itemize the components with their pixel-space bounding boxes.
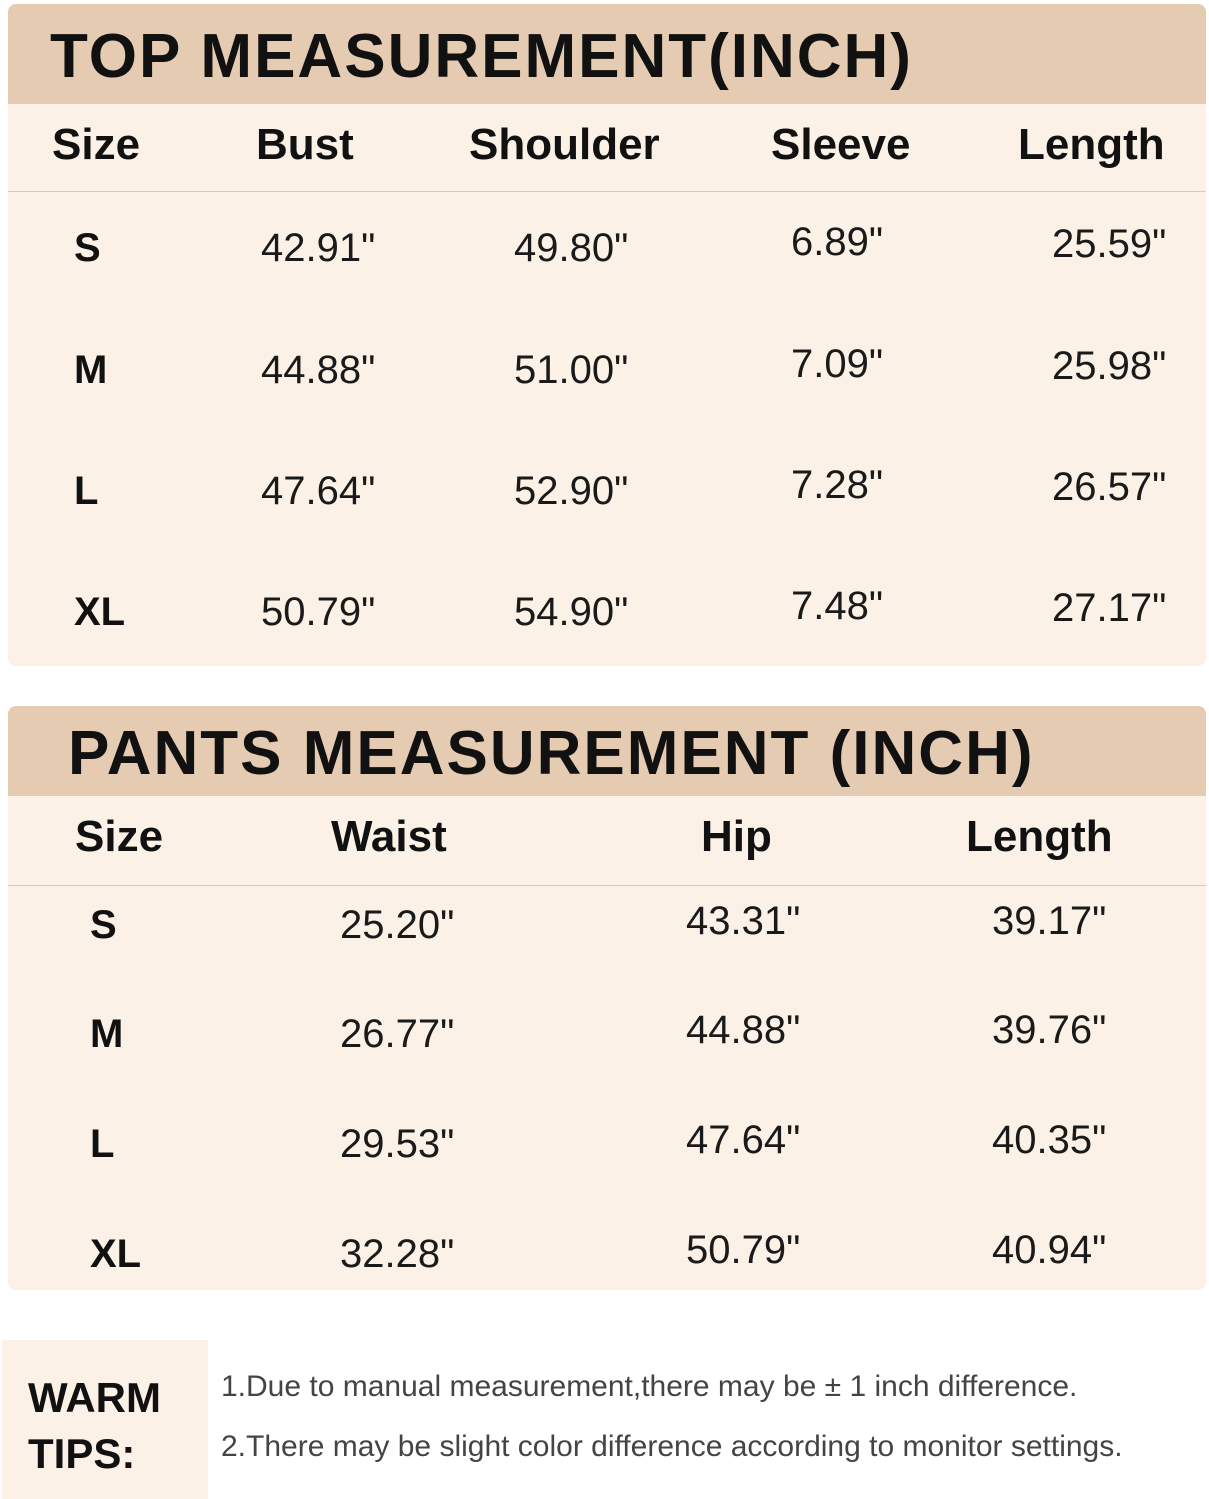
- warm-tips-label-line2: TIPS:: [28, 1430, 136, 1477]
- length-cell: 25.59": [1052, 222, 1167, 266]
- shoulder-cell: 54.90": [514, 590, 629, 634]
- waist-cell: 25.20": [340, 903, 455, 947]
- shoulder-cell: 49.80": [514, 226, 629, 270]
- table-row: [8, 220, 1206, 286]
- pants-table-header-row: [8, 796, 1206, 886]
- top-table-title: TOP MEASUREMENT(INCH): [8, 4, 1206, 104]
- hip-cell: 47.64": [686, 1118, 801, 1162]
- size-cell: L: [74, 469, 99, 513]
- sleeve-cell: 7.28": [791, 463, 884, 507]
- bust-cell: 42.91": [261, 226, 376, 270]
- shoulder-cell: 51.00": [514, 348, 629, 392]
- size-cell: XL: [74, 590, 126, 634]
- bust-cell: 44.88": [261, 348, 376, 392]
- length-cell: 25.98": [1052, 344, 1167, 388]
- length-cell: 39.17": [992, 899, 1107, 943]
- header-hip: Hip: [701, 812, 772, 861]
- sleeve-cell: 6.89": [791, 220, 884, 264]
- warm-tips-label-line1: WARM: [28, 1374, 161, 1421]
- warm-tips-label: [28, 1370, 198, 1482]
- header-length: Length: [966, 812, 1113, 861]
- tip-2: 2.There may be slight color difference according to monitor settings.: [221, 1430, 1123, 1463]
- table-row: [8, 342, 1206, 408]
- table-row: [8, 1228, 1206, 1290]
- hip-cell: 44.88": [686, 1008, 801, 1052]
- bust-cell: 47.64": [261, 469, 376, 513]
- size-cell: M: [74, 348, 108, 392]
- length-cell: 26.57": [1052, 465, 1167, 509]
- table-row: [8, 584, 1206, 650]
- pants-measurement-table: [8, 706, 1206, 1290]
- top-measurement-table: [8, 4, 1206, 666]
- top-table-header-row: [8, 104, 1206, 192]
- header-waist: Waist: [331, 812, 447, 861]
- length-cell: 27.17": [1052, 586, 1167, 630]
- length-cell: 39.76": [992, 1008, 1107, 1052]
- warm-tips-label-box: [2, 1340, 208, 1499]
- header-shoulder: Shoulder: [469, 120, 660, 169]
- sleeve-cell: 7.09": [791, 342, 884, 386]
- warm-tips-section: [0, 1336, 1209, 1499]
- table-row: [8, 1118, 1206, 1182]
- waist-cell: 32.28": [340, 1232, 455, 1276]
- header-size: Size: [75, 812, 164, 861]
- pants-table-title: PANTS MEASUREMENT (INCH): [8, 706, 1206, 796]
- table-row: [8, 1008, 1206, 1072]
- tip-1: 1.Due to manual measurement,there may be ± 1 inch difference.: [221, 1370, 1078, 1403]
- header-length: Length: [1018, 120, 1165, 169]
- header-bust: Bust: [256, 120, 354, 169]
- waist-cell: 26.77": [340, 1012, 455, 1056]
- size-cell: S: [90, 903, 117, 947]
- length-cell: 40.35": [992, 1118, 1107, 1162]
- table-row: [8, 463, 1206, 529]
- size-cell: L: [90, 1122, 115, 1166]
- table-row: [8, 899, 1206, 963]
- header-sleeve: Sleeve: [771, 120, 911, 169]
- bust-cell: 50.79": [261, 590, 376, 634]
- length-cell: 40.94": [992, 1228, 1107, 1272]
- sleeve-cell: 7.48": [791, 584, 884, 628]
- size-cell: XL: [90, 1232, 142, 1276]
- size-cell: S: [74, 226, 101, 270]
- size-cell: M: [90, 1012, 124, 1056]
- header-size: Size: [52, 120, 141, 169]
- hip-cell: 50.79": [686, 1228, 801, 1272]
- hip-cell: 43.31": [686, 899, 801, 943]
- waist-cell: 29.53": [340, 1122, 455, 1166]
- shoulder-cell: 52.90": [514, 469, 629, 513]
